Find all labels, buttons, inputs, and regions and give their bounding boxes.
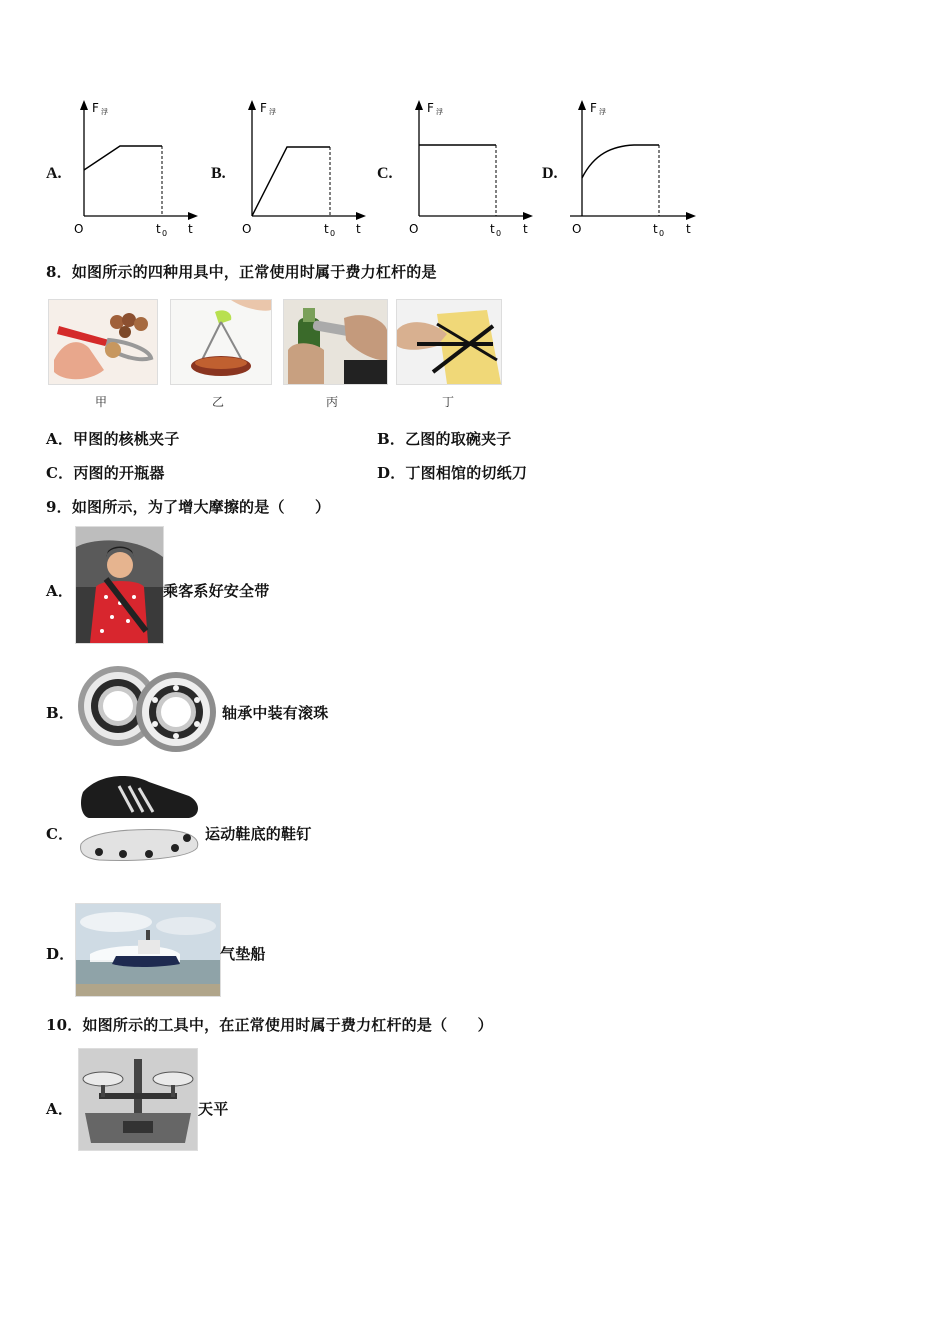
graph-d [564, 96, 704, 238]
q9-option-a-label[interactable]: A． [46, 582, 74, 600]
y-arrow-icon [248, 100, 256, 110]
bottle-opener-photo [283, 299, 388, 385]
hovercraft-photo [75, 903, 221, 997]
origin-label: O [74, 222, 84, 236]
t0-sub: 0 [162, 229, 168, 238]
y-arrow-icon [578, 100, 586, 110]
option-text: 乙图的取碗夹子 [405, 430, 512, 448]
walnut-cracker-photo [48, 299, 158, 385]
balance-photo [78, 1048, 198, 1151]
svg-text:浮: 浮 [436, 108, 443, 116]
svg-text:t: t [324, 222, 329, 236]
y-axis-sub: 浮 [101, 108, 108, 116]
svg-text:0: 0 [330, 229, 336, 238]
q9-option-c-text: 运动鞋底的鞋钉 [205, 825, 312, 843]
q10-option-a-label[interactable]: A． [46, 1100, 74, 1118]
x-arrow-icon [188, 212, 198, 220]
q9-option-a-text: 乘客系好安全带 [163, 582, 270, 600]
option-label: D． [377, 464, 406, 482]
bowl-clip-photo [170, 299, 272, 385]
option-label: A． [46, 430, 74, 448]
svg-text:t: t [356, 222, 361, 236]
t0-label: t [156, 222, 161, 236]
y-arrow-icon [80, 100, 88, 110]
option-text: 丁图相馆的切纸刀 [405, 464, 528, 482]
option-label: B． [377, 430, 406, 448]
q10-option-a-text: 天平 [198, 1100, 229, 1118]
cleats-photo [79, 772, 203, 870]
x-arrow-icon [523, 212, 533, 220]
q9-option-d-label[interactable]: D． [46, 945, 75, 963]
option-text: 甲图的核桃夹子 [73, 430, 180, 448]
svg-text:t: t [686, 222, 691, 236]
svg-text:O: O [409, 222, 419, 236]
graph-c-label: C. [377, 165, 393, 182]
q8-option-d[interactable] [377, 462, 527, 483]
q9-question: 9．如图所示，为了增大摩擦的是（ ） [46, 498, 331, 516]
q9-option-b-label[interactable]: B． [46, 704, 75, 722]
q9-option-b-text: 轴承中装有滚珠 [222, 704, 329, 722]
y-arrow-icon [415, 100, 423, 110]
svg-text:0: 0 [496, 229, 502, 238]
svg-text:O: O [242, 222, 252, 236]
x-arrow-icon [686, 212, 696, 220]
q8-option-a[interactable] [46, 428, 179, 449]
option-label: C． [46, 464, 74, 482]
y-axis-label: F [92, 101, 99, 115]
graph-a [66, 96, 206, 238]
svg-text:0: 0 [659, 229, 665, 238]
svg-text:t: t [523, 222, 528, 236]
curve [84, 146, 162, 170]
svg-text:O: O [572, 222, 582, 236]
seatbelt-photo [75, 526, 164, 644]
graph-b [234, 96, 374, 238]
caption-yi: 乙 [212, 395, 225, 409]
svg-text:F: F [427, 101, 434, 115]
svg-text:浮: 浮 [599, 108, 606, 116]
caption-jia: 甲 [95, 395, 108, 409]
svg-text:浮: 浮 [269, 108, 276, 116]
curve [582, 145, 659, 178]
graph-d-label: D. [542, 165, 558, 182]
graph-a-label: A. [46, 165, 62, 182]
curve [252, 147, 330, 216]
q10-question: 10．如图所示的工具中，在正常使用时属于费力杠杆的是（ ） [46, 1016, 493, 1034]
svg-text:F: F [590, 101, 597, 115]
svg-text:t: t [490, 222, 495, 236]
option-text: 丙图的开瓶器 [73, 464, 165, 482]
svg-text:t: t [653, 222, 658, 236]
q8-question: 8．如图所示的四种用具中，正常使用时属于费力杠杆的是 [46, 263, 437, 281]
bearing-photo [76, 662, 220, 752]
x-arrow-icon [356, 212, 366, 220]
q9-option-d-text: 气垫船 [220, 945, 266, 963]
caption-ding: 丁 [442, 395, 455, 409]
svg-text:F: F [260, 101, 267, 115]
graph-c [401, 96, 541, 238]
q8-option-c[interactable] [46, 462, 165, 483]
caption-bing: 丙 [326, 395, 339, 409]
q9-option-c-label[interactable]: C． [46, 825, 74, 843]
q8-option-b[interactable] [377, 428, 512, 449]
graph-b-label: B. [211, 165, 226, 182]
paper-cutter-photo [396, 299, 502, 385]
x-axis-label: t [188, 222, 193, 236]
